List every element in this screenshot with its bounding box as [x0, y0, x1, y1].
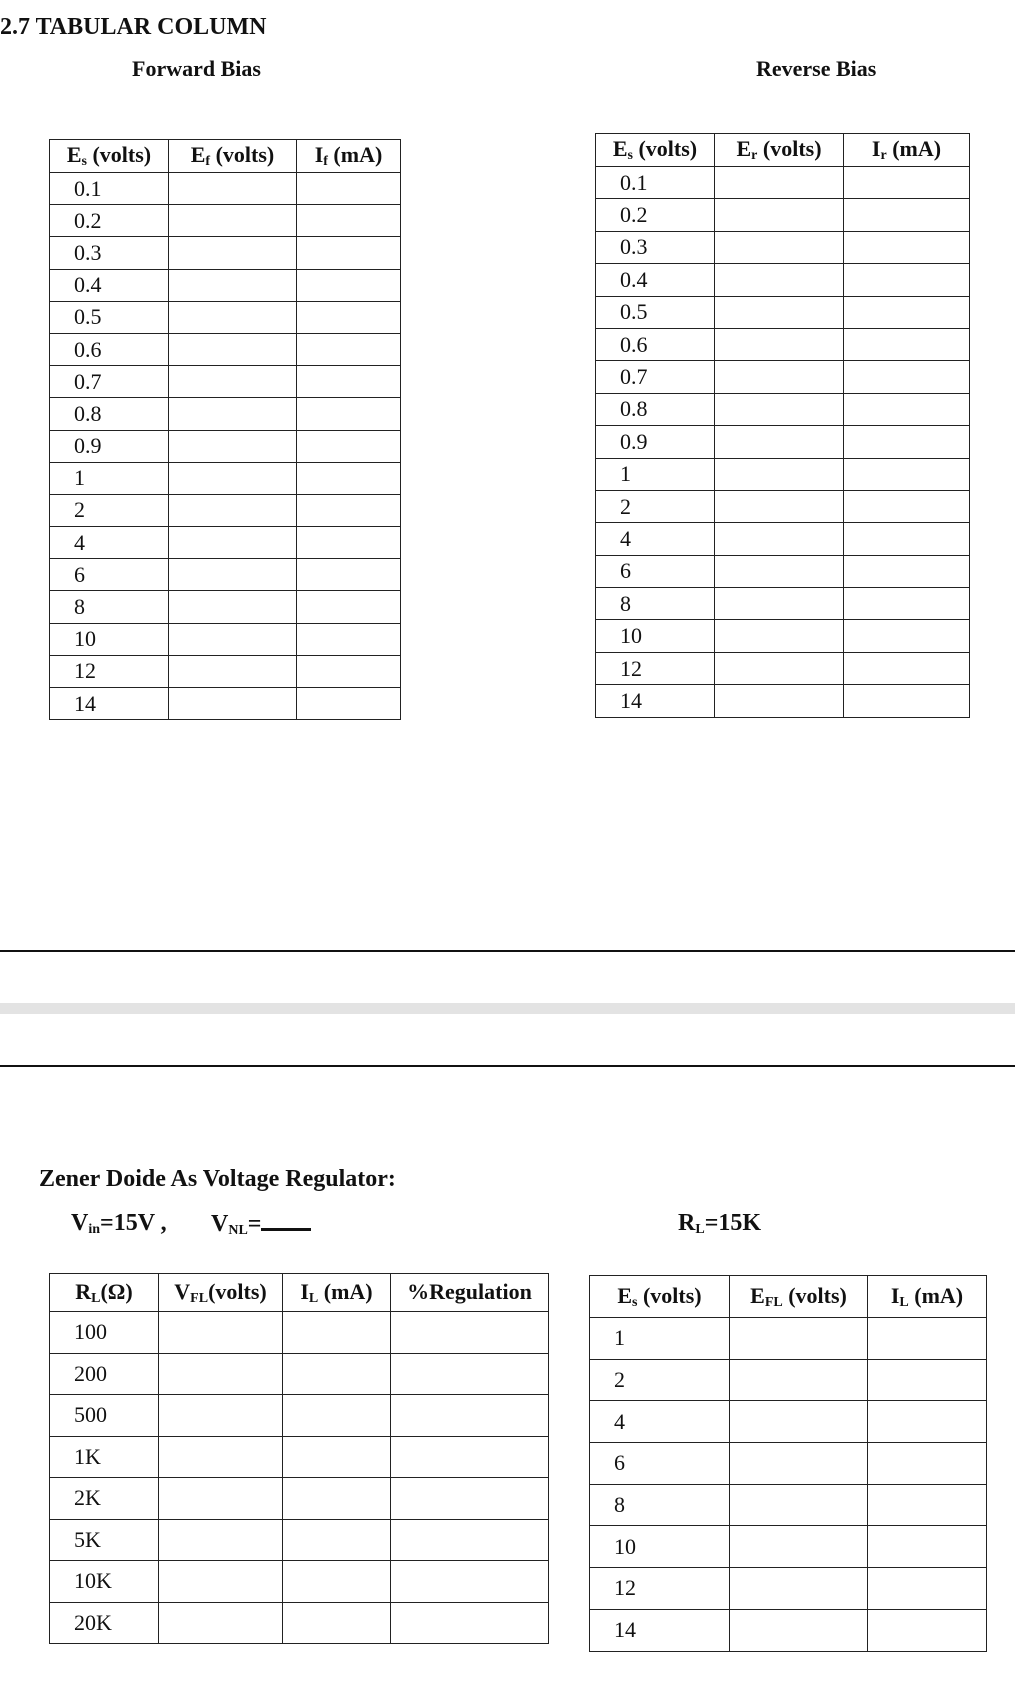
table-row: [596, 652, 970, 684]
load-value-cell: 200: [50, 1353, 159, 1395]
table-row: [596, 296, 970, 328]
line-value-cell: 12: [590, 1568, 730, 1610]
forward-value-cell: 4: [50, 527, 169, 559]
forward-value-cell: 8: [50, 591, 169, 623]
table-row: [50, 301, 401, 333]
forward-entry-cell[interactable]: [297, 688, 401, 720]
line-entry-cell[interactable]: [730, 1443, 868, 1485]
forward-value-cell: 12: [50, 655, 169, 687]
table-row: [596, 231, 970, 263]
section-title: 2.7 TABULAR COLUMN: [0, 14, 267, 40]
load-value-cell: 2K: [50, 1478, 159, 1520]
reverse-entry-cell[interactable]: [715, 523, 844, 555]
reverse-value-cell: 0.9: [596, 426, 715, 458]
forward-value-cell: 6: [50, 559, 169, 591]
reverse-entry-cell[interactable]: [844, 620, 970, 652]
reverse-bias-label: Reverse Bias: [756, 56, 877, 81]
forward-entry-cell[interactable]: [169, 398, 297, 430]
reverse-entry-cell[interactable]: [715, 393, 844, 425]
load-entry-cell[interactable]: [159, 1395, 283, 1437]
forward-entry-cell[interactable]: [297, 301, 401, 333]
table-row: [590, 1609, 987, 1651]
reverse-header-0: $E_s$ (volts): [596, 134, 715, 167]
table-row: [596, 555, 970, 587]
load-value-cell: 20K: [50, 1602, 159, 1644]
forward-entry-cell[interactable]: [297, 494, 401, 526]
line-value-cell: 14: [590, 1609, 730, 1651]
line-entry-cell[interactable]: [730, 1526, 868, 1568]
forward-value-cell: 0.8: [50, 398, 169, 430]
reverse-header-2: $I_r$ (mA): [844, 134, 970, 167]
forward-entry-cell[interactable]: [169, 430, 297, 462]
line-entry-cell[interactable]: [868, 1318, 987, 1360]
reverse-value-cell: 1: [596, 458, 715, 490]
load-header-3: %Regulation: [391, 1274, 549, 1312]
forward-value-cell: 2: [50, 494, 169, 526]
table-row: [50, 462, 401, 494]
table-row: [596, 685, 970, 717]
reverse-entry-cell[interactable]: [844, 458, 970, 490]
reverse-entry-cell[interactable]: [715, 361, 844, 393]
load-entry-cell[interactable]: [159, 1519, 283, 1561]
forward-entry-cell[interactable]: [297, 591, 401, 623]
reverse-entry-cell[interactable]: [715, 685, 844, 717]
table-row: [50, 1478, 549, 1520]
line-header-0: $E_s$ (volts): [590, 1276, 730, 1318]
forward-value-cell: 0.5: [50, 301, 169, 333]
table-row: [50, 1353, 549, 1395]
forward-entry-cell[interactable]: [297, 333, 401, 365]
table-row: [50, 1602, 549, 1644]
reverse-entry-cell[interactable]: [844, 231, 970, 263]
load-entry-cell[interactable]: [159, 1353, 283, 1395]
line-value-cell: 4: [590, 1401, 730, 1443]
table-row: [590, 1568, 987, 1610]
reverse-entry-cell[interactable]: [715, 588, 844, 620]
forward-value-cell: 10: [50, 623, 169, 655]
reverse-entry-cell[interactable]: [715, 328, 844, 360]
reverse-entry-cell[interactable]: [844, 199, 970, 231]
table-row: [590, 1526, 987, 1568]
table-row: [50, 173, 401, 205]
line-entry-cell[interactable]: [868, 1526, 987, 1568]
table-row: [590, 1318, 987, 1360]
line-value-cell: 1: [590, 1318, 730, 1360]
forward-value-cell: 0.2: [50, 205, 169, 237]
line-entry-cell[interactable]: [868, 1484, 987, 1526]
load-entry-cell[interactable]: [159, 1478, 283, 1520]
forward-entry-cell[interactable]: [169, 173, 297, 205]
forward-entry-cell[interactable]: [169, 527, 297, 559]
line-entry-cell[interactable]: [730, 1484, 868, 1526]
table-row: [590, 1359, 987, 1401]
forward-entry-cell[interactable]: [297, 527, 401, 559]
load-entry-cell[interactable]: [391, 1478, 549, 1520]
table-row: [50, 237, 401, 269]
reverse-entry-cell[interactable]: [844, 555, 970, 587]
load-entry-cell[interactable]: [391, 1395, 549, 1437]
forward-entry-cell[interactable]: [297, 398, 401, 430]
reverse-entry-cell[interactable]: [844, 361, 970, 393]
forward-entry-cell[interactable]: [297, 173, 401, 205]
load-entry-cell[interactable]: [283, 1519, 391, 1561]
forward-header-1: $E_f$ (volts): [169, 140, 297, 173]
load-entry-cell[interactable]: [159, 1312, 283, 1354]
forward-entry-cell[interactable]: [297, 559, 401, 591]
forward-entry-cell[interactable]: [297, 623, 401, 655]
reverse-value-cell: 12: [596, 652, 715, 684]
reverse-value-cell: 14: [596, 685, 715, 717]
table-row: [596, 167, 970, 199]
forward-entry-cell[interactable]: [297, 269, 401, 301]
reverse-entry-cell[interactable]: [844, 393, 970, 425]
forward-entry-cell[interactable]: [169, 333, 297, 365]
reverse-entry-cell[interactable]: [715, 199, 844, 231]
line-entry-cell[interactable]: [730, 1318, 868, 1360]
table-row: [50, 205, 401, 237]
line-entry-cell[interactable]: [868, 1443, 987, 1485]
forward-entry-cell[interactable]: [169, 269, 297, 301]
load-entry-cell[interactable]: [391, 1602, 549, 1644]
table-row: [596, 264, 970, 296]
reverse-entry-cell[interactable]: [844, 652, 970, 684]
load-entry-cell[interactable]: [391, 1436, 549, 1478]
vnl-blank[interactable]: [261, 1210, 311, 1231]
line-value-cell: 2: [590, 1359, 730, 1401]
forward-entry-cell[interactable]: [169, 366, 297, 398]
reverse-entry-cell[interactable]: [844, 296, 970, 328]
table-row: [596, 426, 970, 458]
reverse-value-cell: 6: [596, 555, 715, 587]
forward-value-cell: 1: [50, 462, 169, 494]
table-row: [50, 1561, 549, 1603]
forward-header-0: $E_s$ (volts): [50, 140, 169, 173]
load-entry-cell[interactable]: [159, 1436, 283, 1478]
line-value-cell: 10: [590, 1526, 730, 1568]
table-row: [50, 527, 401, 559]
reverse-value-cell: 0.1: [596, 167, 715, 199]
table-row: [50, 269, 401, 301]
line-regulation-table: [589, 1275, 987, 1652]
line-value-cell: 8: [590, 1484, 730, 1526]
table-row: [596, 588, 970, 620]
forward-entry-cell[interactable]: [297, 430, 401, 462]
table-row: [50, 1395, 549, 1437]
table-row: [50, 366, 401, 398]
line-entry-cell[interactable]: [868, 1401, 987, 1443]
table-row: [50, 559, 401, 591]
load-entry-cell[interactable]: [283, 1395, 391, 1437]
load-value-cell: 100: [50, 1312, 159, 1354]
reverse-entry-cell[interactable]: [844, 588, 970, 620]
load-regulation-table: [49, 1273, 549, 1644]
forward-value-cell: 0.3: [50, 237, 169, 269]
table-row: [596, 199, 970, 231]
reverse-entry-cell[interactable]: [844, 685, 970, 717]
reverse-value-cell: 0.2: [596, 199, 715, 231]
table-row: [50, 430, 401, 462]
forward-entry-cell[interactable]: [169, 494, 297, 526]
forward-value-cell: 0.1: [50, 173, 169, 205]
rl-label: $R_L=15K$: [678, 1210, 762, 1237]
reverse-entry-cell[interactable]: [715, 620, 844, 652]
line-entry-cell[interactable]: [868, 1609, 987, 1651]
vnl-label: $V_{NL}=$: [211, 1210, 311, 1239]
reverse-value-cell: 0.4: [596, 264, 715, 296]
reverse-entry-cell[interactable]: [715, 490, 844, 522]
reverse-value-cell: 4: [596, 523, 715, 555]
load-header-0: $R_L(\Omega)$: [50, 1274, 159, 1312]
forward-entry-cell[interactable]: [169, 623, 297, 655]
forward-entry-cell[interactable]: [297, 366, 401, 398]
reverse-value-cell: 0.6: [596, 328, 715, 360]
load-entry-cell[interactable]: [283, 1353, 391, 1395]
table-row: [596, 458, 970, 490]
forward-entry-cell[interactable]: [297, 205, 401, 237]
reverse-entry-cell[interactable]: [844, 167, 970, 199]
table-row: [596, 361, 970, 393]
table-row: [50, 655, 401, 687]
line-entry-cell[interactable]: [730, 1609, 868, 1651]
load-entry-cell[interactable]: [283, 1478, 391, 1520]
forward-entry-cell[interactable]: [169, 237, 297, 269]
load-entry-cell[interactable]: [391, 1519, 549, 1561]
forward-entry-cell[interactable]: [169, 655, 297, 687]
reverse-entry-cell[interactable]: [715, 652, 844, 684]
reverse-entry-cell[interactable]: [715, 167, 844, 199]
reverse-entry-cell[interactable]: [715, 555, 844, 587]
forward-value-cell: 0.6: [50, 333, 169, 365]
line-header-2: $I_L$ (mA): [868, 1276, 987, 1318]
forward-header-2: $I_f$ (mA): [297, 140, 401, 173]
load-entry-cell[interactable]: [391, 1561, 549, 1603]
forward-entry-cell[interactable]: [297, 237, 401, 269]
table-row: [596, 490, 970, 522]
table-row: [50, 1312, 549, 1354]
table-row: [50, 494, 401, 526]
reverse-entry-cell[interactable]: [715, 296, 844, 328]
forward-entry-cell[interactable]: [169, 301, 297, 333]
forward-entry-cell[interactable]: [297, 655, 401, 687]
table-row: [596, 523, 970, 555]
reverse-entry-cell[interactable]: [844, 264, 970, 296]
forward-value-cell: 14: [50, 688, 169, 720]
load-header-1: $V_{FL}(volts)$: [159, 1274, 283, 1312]
line-entry-cell[interactable]: [868, 1359, 987, 1401]
line-header-1: $E_{FL}$ (volts): [730, 1276, 868, 1318]
load-entry-cell[interactable]: [391, 1353, 549, 1395]
table-row: [50, 333, 401, 365]
load-header-2: $I_L$ (mA): [283, 1274, 391, 1312]
load-value-cell: 5K: [50, 1519, 159, 1561]
table-row: [50, 688, 401, 720]
forward-value-cell: 0.4: [50, 269, 169, 301]
forward-value-cell: 0.9: [50, 430, 169, 462]
forward-entry-cell[interactable]: [169, 205, 297, 237]
reverse-value-cell: 0.8: [596, 393, 715, 425]
table-row: [590, 1401, 987, 1443]
load-entry-cell[interactable]: [159, 1561, 283, 1603]
load-value-cell: 10K: [50, 1561, 159, 1603]
reverse-entry-cell[interactable]: [844, 490, 970, 522]
load-value-cell: 1K: [50, 1436, 159, 1478]
divider-band: [0, 1003, 1015, 1014]
vin-label: $V_{in}=15V$ ,: [71, 1210, 167, 1237]
forward-entry-cell[interactable]: [297, 462, 401, 494]
zener-title: Zener Doide As Voltage Regulator:: [39, 1166, 396, 1192]
forward-entry-cell[interactable]: [169, 688, 297, 720]
table-row: [590, 1484, 987, 1526]
divider-top: [0, 950, 1015, 952]
reverse-value-cell: 0.3: [596, 231, 715, 263]
forward-entry-cell[interactable]: [169, 591, 297, 623]
forward-bias-table: [49, 139, 401, 720]
load-entry-cell[interactable]: [391, 1312, 549, 1354]
reverse-value-cell: 0.7: [596, 361, 715, 393]
line-value-cell: 6: [590, 1443, 730, 1485]
line-entry-cell[interactable]: [730, 1401, 868, 1443]
table-row: [596, 328, 970, 360]
reverse-value-cell: 0.5: [596, 296, 715, 328]
reverse-value-cell: 8: [596, 588, 715, 620]
table-row: [50, 591, 401, 623]
load-entry-cell[interactable]: [159, 1602, 283, 1644]
line-entry-cell[interactable]: [730, 1568, 868, 1610]
reverse-entry-cell[interactable]: [715, 458, 844, 490]
reverse-entry-cell[interactable]: [715, 426, 844, 458]
forward-value-cell: 0.7: [50, 366, 169, 398]
line-entry-cell[interactable]: [730, 1359, 868, 1401]
table-row: [596, 620, 970, 652]
table-row: [50, 623, 401, 655]
forward-entry-cell[interactable]: [169, 462, 297, 494]
forward-bias-label: Forward Bias: [132, 56, 261, 81]
reverse-header-1: $E_r$ (volts): [715, 134, 844, 167]
load-value-cell: 500: [50, 1395, 159, 1437]
divider-bottom: [0, 1065, 1015, 1067]
reverse-bias-table: [595, 133, 970, 718]
load-entry-cell[interactable]: [283, 1312, 391, 1354]
line-entry-cell[interactable]: [868, 1568, 987, 1610]
table-row: [50, 1519, 549, 1561]
reverse-value-cell: 10: [596, 620, 715, 652]
reverse-value-cell: 2: [596, 490, 715, 522]
reverse-entry-cell[interactable]: [844, 328, 970, 360]
load-entry-cell[interactable]: [283, 1602, 391, 1644]
forward-entry-cell[interactable]: [169, 559, 297, 591]
reverse-entry-cell[interactable]: [844, 426, 970, 458]
reverse-entry-cell[interactable]: [844, 523, 970, 555]
load-entry-cell[interactable]: [283, 1561, 391, 1603]
reverse-entry-cell[interactable]: [715, 231, 844, 263]
load-entry-cell[interactable]: [283, 1436, 391, 1478]
table-row: [590, 1443, 987, 1485]
table-row: [596, 393, 970, 425]
table-row: [50, 398, 401, 430]
table-row: [50, 1436, 549, 1478]
reverse-entry-cell[interactable]: [715, 264, 844, 296]
